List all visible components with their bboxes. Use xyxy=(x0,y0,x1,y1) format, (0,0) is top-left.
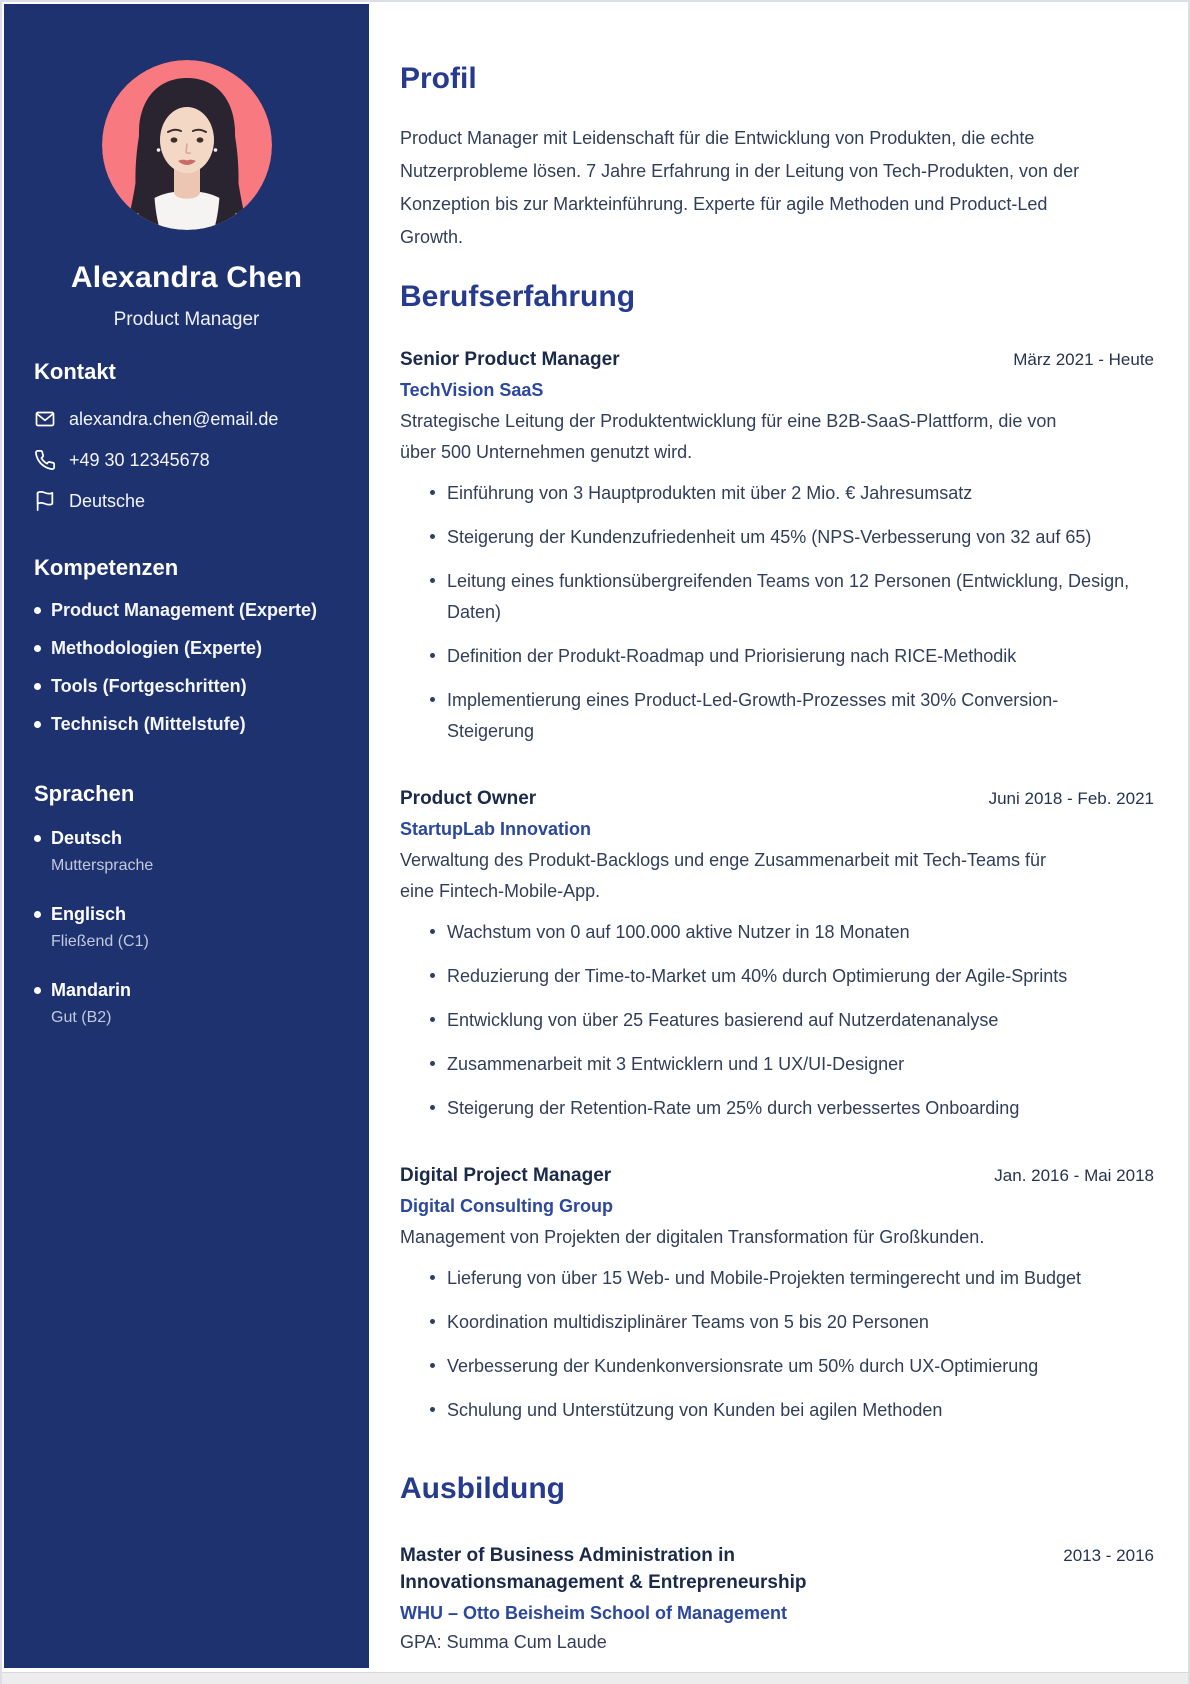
job-dates: Jan. 2016 - Mai 2018 xyxy=(994,1166,1154,1185)
profile-text: Product Manager mit Leidenschaft für die Entwicklung von Produkten, die echte Nutzerprobleme lösen. 7 Jahre Erfahrung in der Leitung von Tech-Produkten, von der Konzeption bis zur Markteinführung. Experte für agile Methoden und Product-Led Growth. xyxy=(400,128,1080,247)
job-bullet: Entwicklung von über 25 Features basierend auf Nutzerdatenanalyse xyxy=(400,1005,1134,1036)
language-item xyxy=(34,978,339,1028)
language-name: Mandarin xyxy=(51,980,132,1000)
language-item xyxy=(34,902,339,952)
contact-heading: Kontakt xyxy=(34,359,116,384)
job-bullet-list xyxy=(400,1263,1154,1426)
job-header xyxy=(400,787,1154,811)
person-name: Alexandra Chen xyxy=(70,261,303,294)
profile-photo xyxy=(102,60,272,230)
job-dates: März 2021 - Heute xyxy=(1013,350,1154,369)
skill-item: Product Management (Experte) xyxy=(34,598,339,622)
job-bullet: Lieferung von über 15 Web- und Mobile-Projekten termingerecht und im Budget xyxy=(400,1263,1134,1294)
language-level: Fließend (C1) xyxy=(51,933,149,950)
language-item xyxy=(34,826,339,876)
contact-list xyxy=(34,406,339,514)
phone-icon xyxy=(34,449,56,471)
job-bullet: Einführung von 3 Hauptprodukten mit über 2 Mio. € Jahresumsatz xyxy=(400,478,1134,509)
main-content xyxy=(369,4,1186,1666)
education-list xyxy=(400,1542,1154,1655)
language-level: Muttersprache xyxy=(51,857,154,874)
job-bullet: Leitung eines funktionsübergreifenden Teams von 12 Personen (Entwicklung, Design, Daten) xyxy=(400,566,1134,628)
job-bullet: Wachstum von 0 auf 100.000 aktive Nutzer in 18 Monaten xyxy=(400,917,1134,948)
job-bullet: Steigerung der Kundenzufriedenheit um 45% (NPS-Verbesserung von 32 auf 65) xyxy=(400,522,1134,553)
education-school: WHU – Otto Beisheim School of Management xyxy=(400,1603,788,1623)
job-bullet: Koordination multidisziplinärer Teams von 5 bis 20 Personen xyxy=(400,1307,1134,1338)
portrait-illustration xyxy=(102,60,272,230)
flag-icon xyxy=(34,490,56,512)
job-dates: Juni 2018 - Feb. 2021 xyxy=(988,789,1154,808)
sidebar xyxy=(4,4,369,1668)
job-bullet: Schulung und Unterstützung von Kunden bei agilen Methoden xyxy=(400,1395,1134,1426)
contact-row-nationality xyxy=(34,488,339,514)
job-title: Digital Project Manager xyxy=(400,1165,612,1186)
job-bullet-list xyxy=(400,478,1154,747)
job-header xyxy=(400,348,1154,372)
job-bullet: Zusammenarbeit mit 3 Entwicklern und 1 UX/UI-Designer xyxy=(400,1049,1134,1080)
languages-heading: Sprachen xyxy=(34,781,135,806)
job-entry xyxy=(400,1164,1154,1426)
contact-row-email xyxy=(34,406,339,432)
education-header xyxy=(400,1542,1154,1596)
job-company: TechVision SaaS xyxy=(400,380,544,400)
job-title: Product Owner xyxy=(400,788,537,809)
education-dates: 2013 - 2016 xyxy=(1063,1546,1154,1565)
job-description: Management von Projekten der digitalen Transformation für Großkunden. xyxy=(400,1227,985,1247)
job-bullet-list xyxy=(400,917,1154,1124)
skill-list xyxy=(34,598,339,736)
experience-heading: Berufserfahrung xyxy=(400,280,636,313)
skill-item: Technisch (Mittelstufe) xyxy=(34,712,339,736)
education-degree: Master of Business Administration in Innovationsmanagement & Entrepreneurship xyxy=(400,1545,807,1593)
job-entry xyxy=(400,787,1154,1124)
job-bullet: Reduzierung der Time-to-Market um 40% durch Optimierung der Agile-Sprints xyxy=(400,961,1134,992)
job-bullet: Steigerung der Retention-Rate um 25% durch verbessertes Onboarding xyxy=(400,1093,1134,1124)
contact-email: alexandra.chen@email.de xyxy=(69,409,279,429)
job-company: Digital Consulting Group xyxy=(400,1196,613,1216)
language-level: Gut (B2) xyxy=(51,1009,112,1026)
job-bullet: Definition der Produkt-Roadmap und Priorisierung nach RICE-Methodik xyxy=(400,641,1134,672)
envelope-icon xyxy=(34,408,56,430)
job-company: StartupLab Innovation xyxy=(400,819,591,839)
job-title: Senior Product Manager xyxy=(400,349,620,370)
horizontal-scrollbar[interactable] xyxy=(2,1672,1188,1684)
skill-item: Methodologien (Experte) xyxy=(34,636,339,660)
job-bullet: Implementierung eines Product-Led-Growth-Prozesses mit 30% Conversion-Steigerung xyxy=(400,685,1134,747)
language-name: Deutsch xyxy=(51,828,123,848)
job-description: Verwaltung des Produkt-Backlogs und enge Zusammenarbeit mit Tech-Teams für eine Fintech-Mobile-App. xyxy=(400,850,1046,901)
job-entry xyxy=(400,348,1154,747)
profile-heading: Profil xyxy=(400,62,477,95)
education-gpa: GPA: Summa Cum Laude xyxy=(400,1632,607,1652)
contact-phone: +49 30 12345678 xyxy=(69,450,210,470)
education-heading: Ausbildung xyxy=(400,1472,565,1505)
education-entry xyxy=(400,1542,1154,1655)
person-role: Product Manager xyxy=(113,309,260,330)
language-name: Englisch xyxy=(51,904,127,924)
job-header xyxy=(400,1164,1154,1188)
skills-heading: Kompetenzen xyxy=(34,555,179,580)
job-description: Strategische Leitung der Produktentwicklung für eine B2B-SaaS-Plattform, die von über 500 Unternehmen genutzt wird. xyxy=(400,411,1057,462)
job-list xyxy=(400,348,1154,1426)
job-bullet: Verbesserung der Kundenkonversionsrate um 50% durch UX-Optimierung xyxy=(400,1351,1134,1382)
contact-row-phone xyxy=(34,447,339,473)
contact-nationality: Deutsche xyxy=(69,491,146,511)
skill-item: Tools (Fortgeschritten) xyxy=(34,674,339,698)
language-list xyxy=(34,826,339,1028)
